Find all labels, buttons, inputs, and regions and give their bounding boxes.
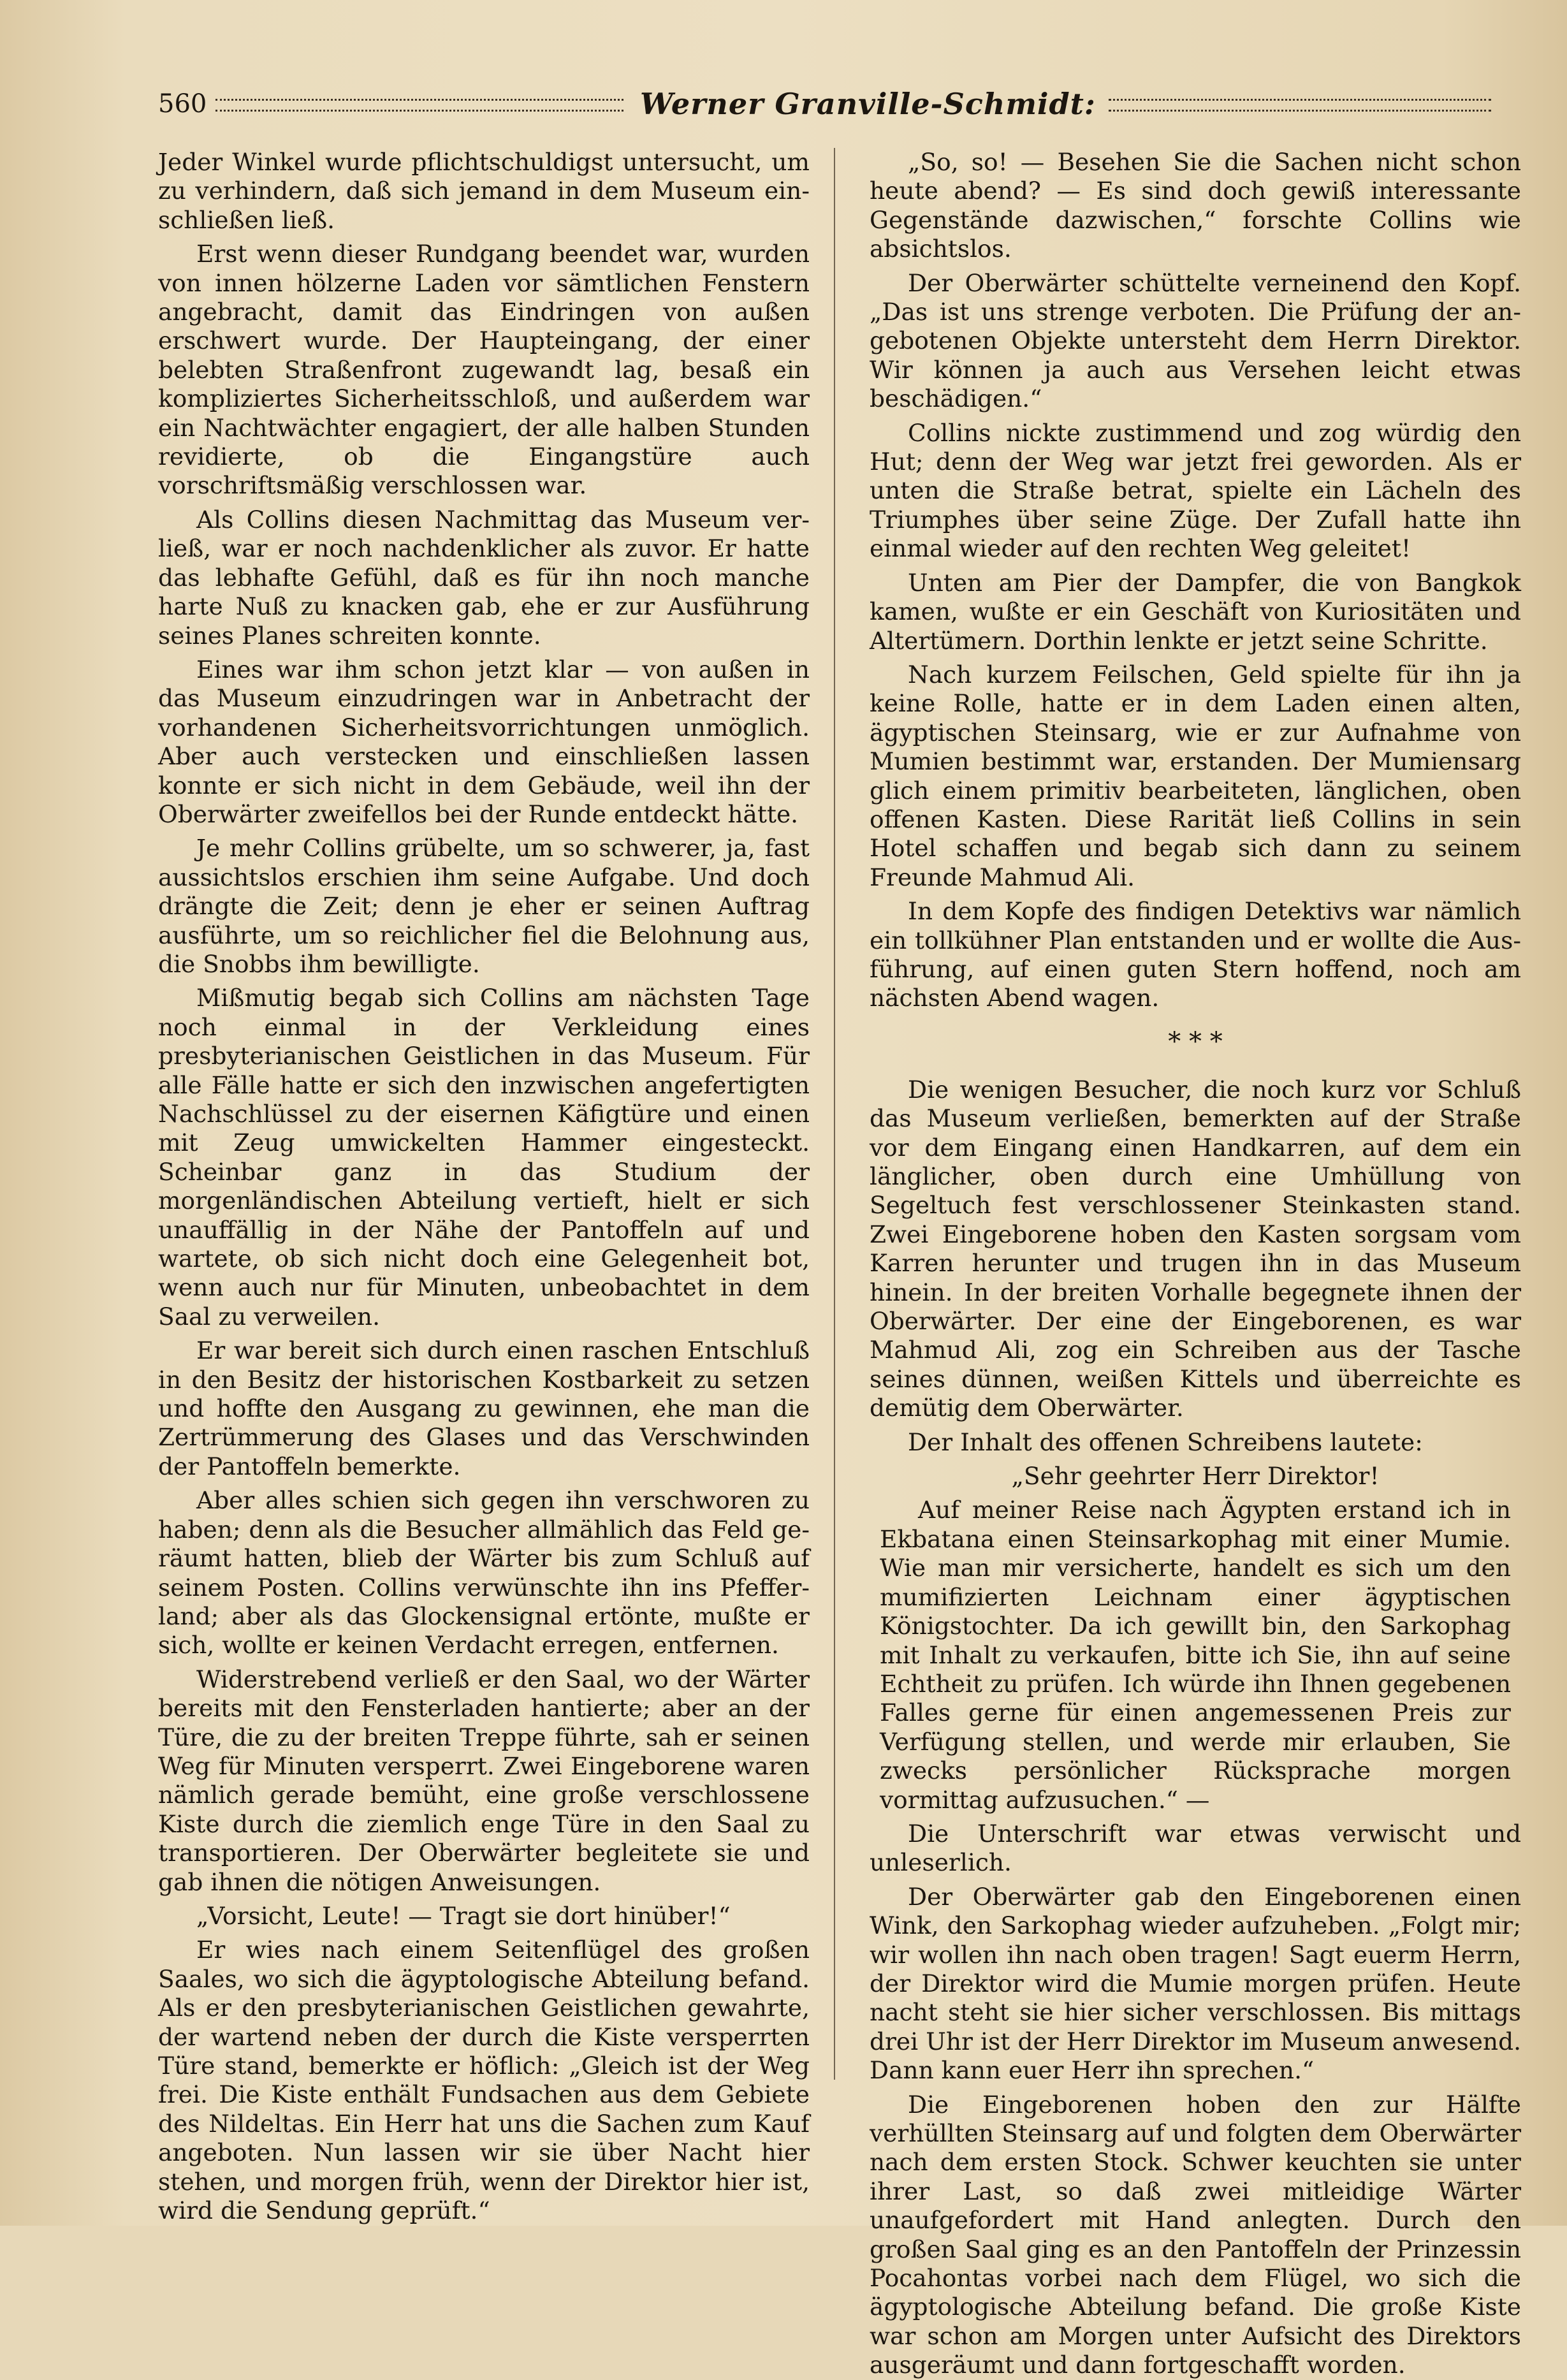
- column-divider: [834, 148, 835, 2080]
- section-break-asterism: * * *: [1168, 1026, 1223, 1056]
- paragraph: Der Inhalt des offenen Schreibens lautete:: [908, 1427, 1423, 1456]
- paragraph: Nach kurzem Feilschen, Geld spielte für ihn ja keine Rolle, hatte er in dem Laden einen alten, ägyptischen Steinsarg, wie er zur Aufnahme von Mumien bestimmt war, erstanden. Der Mumiensarg glich einem primitiv bearbeiteten, länglichen, oben offenen Kasten. Diese Rarität ließ Collins in sein Hotel schaffen und begab sich dann zu seinem Freunde Mahmud Ali.: [870, 660, 1521, 891]
- running-head: Werner Granville-Schmidt:: [640, 87, 1096, 121]
- paragraph: Die wenigen Besucher, die noch kurz vor Schluß das Museum verließen, bemerkten auf der Straße vor dem Eingang einen Handkarren, auf dem ein länglicher, oben durch eine Umhüllung von Segeltuch fest verschlossener Steinkasten stand. Zwei Eingeborene hoben den Kasten sorgsam vom Karren herunter und trugen ihn in das Museum hinein. In der breiten Vorhalle begegnete ihnen der Oberwärter. Der eine der Eingeborenen, es war Mahmud Ali, zog ein Schreiben aus der Tasche seines dünnen, weißen Kittels und überreichte es demütig dem Oberwärter.: [870, 1075, 1521, 1422]
- paragraph: Je mehr Collins grübelte, um so schwerer, ja, fast aussichtslos erschien ihm seine Aufgabe. Und doch drängte die Zeit; denn je eher er seinen Auftrag ausführte, um so reichlicher fiel die Belohnung aus, die Snobbs ihm bewilligte.: [158, 834, 810, 978]
- page-header: [158, 82, 1541, 126]
- paragraph: Widerstrebend verließ er den Saal, wo der Wärter bereits mit den Fensterladen hantierte; aber an der Türe, die zu der breiten Treppe führte, sah er seinen Weg für Minuten versperrt. Zwei Eingeborene waren nämlich gerade bemüht, eine große verschlossene Kiste durch die ziemlich enge Türe in den Saal zu transportieren. Der Oberwärter begleitete sie und gab ihnen die nötigen Anweisungen.: [158, 1665, 810, 1896]
- paragraph: Collins nickte zustimmend und zog würdig den Hut; denn der Weg war jetzt frei geworden. Als er unten die Straße betrat, spielte ein Lächeln des Triumphes über seine Züge. Der Zufall hatte ihn einmal wieder auf den rechten Weg geleitet!: [870, 418, 1521, 563]
- page-number: 560: [158, 89, 207, 119]
- paragraph: Eines war ihm schon jetzt klar — von außen in das Museum einzudringen war in Anbetracht der vorhandenen Sicherheitsvorrichtungen unmöglich. Aber auch verstecken und einschließen lassen konnte er sich nicht in dem Gebäude, weil ihn der Oberwärter zweifellos bei der Runde entdeckt hätte.: [158, 655, 810, 828]
- paragraph: „So, so! — Besehen Sie die Sachen nicht schon heute abend? — Es sind doch gewiß interessante Gegenstände dazwischen,“ forschte Collins wie absichtslos.: [870, 148, 1521, 263]
- paragraph: Er wies nach einem Seitenflügel des großen Saales, wo sich die ägyptologische Abteilung befand. Als er den presbyterianischen Geistlichen gewahrte, der wartend neben der durch die Kiste versperrten Türe stand, bemerkte er höflich: „Gleich ist der Weg frei. Die Kiste enthält Fundsachen aus dem Gebiete des Nildeltas. Ein Herr hat uns die Sachen zum Kauf angeboten. Nun lassen wir sie über Nacht hier stehen, und morgen früh, wenn der Direktor hier ist, wird die Sendung geprüft.“: [158, 1936, 810, 2225]
- paragraph: Aber alles schien sich gegen ihn verschworen zu haben; denn als die Besucher allmählich das Feld geräumt hatten, blieb der Wärter bis zum Schluß auf seinem Posten. Collins verwünschte ihn ins Pfefferland; aber als das Glockensignal ertönte, mußte er sich, wollte er keinen Verdacht erregen, entfernen.: [158, 1486, 810, 1660]
- letter-salutation: „Sehr geehrter Herr Direktor!: [1011, 1462, 1380, 1491]
- paragraph: Mißmutig begab sich Collins am nächsten Tage noch einmal in der Verkleidung eines presbyterianischen Geistlichen in das Museum. Für alle Fälle hatte er sich den inzwischen angefertigten Nachschlüssel zu der eisernen Käfigtüre und einen mit Zeug umwickelten Hammer eingesteckt. Scheinbar ganz in das Studium der morgenländischen Abteilung vertieft, hielt er sich unauffällig in der Nähe der Pantoffeln auf und wartete, ob sich nicht doch eine Gelegenheit bot, wenn auch nur für Minuten, unbeobachtet in dem Saal zu verweilen.: [158, 984, 810, 1331]
- paragraph: Die Eingeborenen hoben den zur Hälfte verhüllten Steinsarg auf und folgten dem Oberwärter nach dem ersten Stock. Schwer keuchten sie unter ihrer Last, so daß zwei mitleidige Wärter unaufgefordert mit Hand anlegten. Durch den großen Saal ging es an den Pantoffeln der Prinzessin Pocahontas vorbei nach dem Flügel, wo sich die ägyptologische Abteilung befand. Die große Kiste war schon am Morgen unter Aufsicht des Direktors ausgeräumt und dann fortgeschafft worden.: [870, 2090, 1521, 2379]
- paragraph: Jeder Winkel wurde pflichtschuldigst untersucht, um zu verhindern, daß sich jemand in dem Museum einschließen ließ.: [158, 148, 810, 234]
- paragraph: Er war bereit sich durch einen raschen Entschluß in den Besitz der historischen Kostbarkeit zu setzen und hoffte den Ausgang zu gewinnen, ehe man die Zertrümmerung des Glases und das Verschwinden der Pantoffeln bemerkte.: [158, 1336, 810, 1480]
- left-column: [158, 148, 810, 2225]
- paragraph: Als Collins diesen Nachmittag das Museum verließ, war er noch nachdenklicher als zuvor. Er hatte das lebhafte Gefühl, daß es für ihn noch manche harte Nuß zu knacken gab, ehe er zur Ausführung seines Planes schreiten konnte.: [158, 505, 810, 650]
- paragraph: Der Oberwärter schüttelte verneinend den Kopf. „Das ist uns strenge verboten. Die Prüfung der angebotenen Objekte untersteht dem Herrn Direktor. Wir können ja auch aus Versehen leicht etwas beschädigen.“: [870, 268, 1521, 413]
- paragraph: Der Oberwärter gab den Eingeborenen einen Wink, den Sarkophag wieder aufzuheben. „Folgt mir; wir wollen ihn nach oben tragen! Sagt euerm Herrn, der Direktor wird die Mumie morgen prüfen. Heute nacht steht sie hier sicher verschlossen. Bis mittags drei Uhr ist der Herr Direktor im Museum anwesend. Dann kann euer Herr ihn sprechen.“: [870, 1882, 1521, 2085]
- paragraph: „Vorsicht, Leute! — Tragt sie dort hinüber!“: [196, 1901, 731, 1930]
- paragraph: In dem Kopfe des findigen Detektivs war nämlich ein tollkühner Plan entstanden und er wollte die Ausführung, auf einen guten Stern hoffend, noch am nächsten Abend wagen.: [870, 897, 1521, 1012]
- ornament-rule-left: [215, 99, 623, 112]
- paragraph: Erst wenn dieser Rundgang beendet war, wurden von innen hölzerne Laden vor sämtlichen Fenstern angebracht, damit das Eindringen von außen erschwert wurde. Der Haupteingang, der einer belebten Straßenfront zugewandt lag, besaß ein kompliziertes Sicherheitsschloß, und außerdem war ein Nachtwächter engagiert, der alle halben Stunden revidierte, ob die Eingangstüre auch vorschriftsmäßig verschlossen war.: [158, 240, 810, 500]
- paragraph: Unten am Pier der Dampfer, die von Bangkok kamen, wußte er ein Geschäft von Kuriositäten und Altertümern. Dorthin lenkte er jetzt seine Schritte.: [870, 568, 1521, 655]
- right-column: [870, 148, 1521, 2379]
- ornament-rule-right: [1109, 99, 1491, 112]
- letter-body: Auf meiner Reise nach Ägypten erstand ich in Ekbatana einen Steinsarkophag mit einer Mumie. Wie man mir versicherte, handelt es sich um den mumifizierten Leichnam einer ägyptischen Königstochter. Da ich gewillt bin, den Sarkophag mit Inhalt zu verkaufen, bitte ich Sie, ihn auf seine Echtheit zu prüfen. Ich würde ihn Ihnen gegebenen Falles gerne für einen angemessenen Preis zur Verfügung stellen, und werde mir erlauben, Sie zwecks persönlicher Rücksprache morgen vormittag aufzusuchen.“ —: [880, 1496, 1511, 1814]
- paragraph: Die Unterschrift war etwas verwischt und unleserlich.: [870, 1819, 1521, 1877]
